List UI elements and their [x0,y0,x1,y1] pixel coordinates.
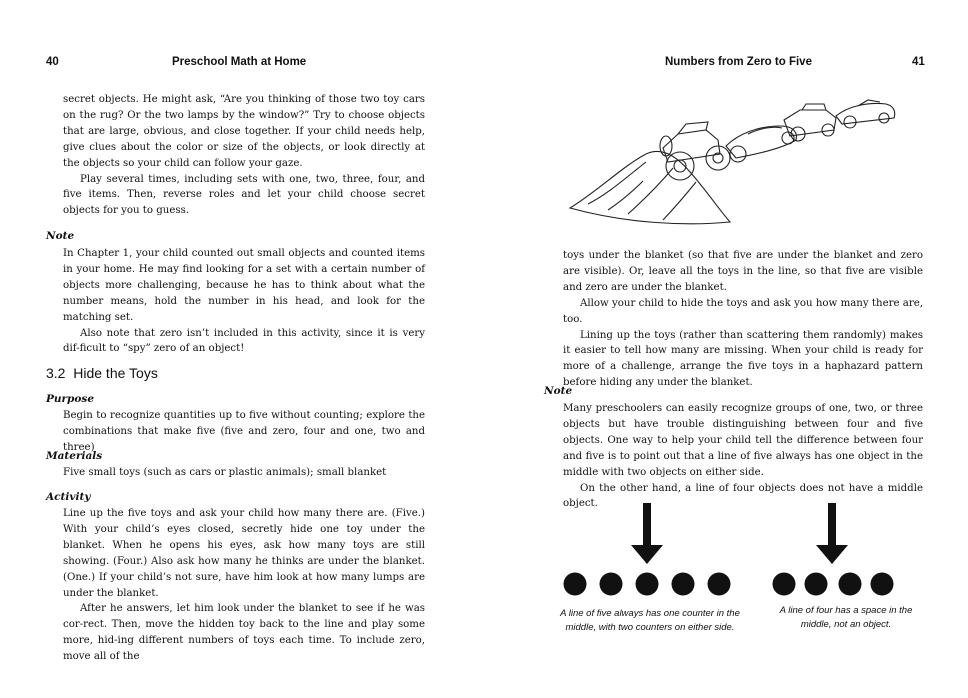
counter-dot [805,573,828,596]
paragraph: Play several times, including sets with one, two, three, four, and five items. Then, reverse roles and let your child choose secret objects for you to guess. [63,173,425,217]
materials-label: Materials [46,450,103,462]
counter-dot [636,573,659,596]
note-label-right: Note [544,385,573,397]
counter-dot [672,573,695,596]
paragraph: After he answers, let him look under the blanket to see if he was cor-rect. Then, move the hidden toy back to the line and play some more, hid-ing different numbers of toys each time. To include zero, move all of the [63,603,425,663]
jeep-drawing [784,104,836,141]
sports-car-drawing [836,100,895,128]
toy-cars-blanket-illustration [568,96,928,236]
paragraph: Allow your child to hide the toys and ask you how many there are, too. [563,297,923,325]
purpose-label: Purpose [46,393,94,405]
materials-text: Five small toys (such as cars or plastic animals); small blanket [63,467,387,478]
section-title: Hide the Toys [73,365,158,381]
caption-line-of-four: A line of four has a space in the middle, not an object. [779,605,913,630]
figure-line-of-four [770,500,900,602]
note-label: Note [46,230,75,242]
running-head-left: Preschool Math at Home [172,56,307,68]
blanket-drawing [570,151,730,223]
counter-dot [564,573,587,596]
paragraph: On the other hand, a line of four objects does not have a middle object. [563,482,923,510]
caption-line-of-five: A line of five always has one counter in the middle, with two counters on either side. [560,608,740,633]
activity-text [63,506,425,665]
paragraph: Many preschoolers can easily recognize groups of one, two, or three objects but have trouble distinguishing between four and five objects. One way to help your child tell the difference between four and five is to point out that a line of five always has one object in the middle with two objects on either side. [563,403,923,478]
paragraph: Also note that zero isn’t included in this activity, since it is very dif-ficult to “spy” zero of an object! [63,327,425,355]
page-number-left: 40 [46,56,59,68]
continuation-text-left [63,92,425,219]
figure-line-of-five [562,500,737,602]
counter-dot [871,573,894,596]
paragraph: toys under the blanket (so that five are under the blanket and zero are visible). Or, leave all the toys in the line, so that five are visible and zero are under the blanket. [563,250,923,293]
section-heading [46,365,158,381]
page-number-right: 41 [912,56,925,68]
paragraph: Lining up the toys (rather than scattering them randomly) makes it easier to tell how many are missing. When your child is ready for more of a challenge, arrange the five toys in a haphazard pattern before hiding any under the blanket. [563,329,923,389]
counter-dot [773,573,796,596]
running-head-right: Numbers from Zero to Five [665,56,812,68]
purpose-text: Begin to recognize quantities up to five without counting; explore the combinations that make five (five and zero, four and one, two and three) [63,410,425,453]
activity-label: Activity [46,491,91,503]
note-text-right [563,401,923,512]
right-page [484,0,968,698]
section-number: 3.2 [46,365,66,381]
continuation-text-right [563,248,923,391]
counter-dot [600,573,623,596]
paragraph: Line up the five toys and ask your child how many there are. (Five.) With your child’s eyes closed, secretly hide one toy under the blanket. When he opens his eyes, ask how many toys are still showing. (Four.) Also ask how many he thinks are under the blanket. (One.) If your child’s not sure, have him look at how many lumps are under the blanket. [63,508,425,599]
counter-dot [708,573,731,596]
paragraph: secret objects. He might ask, “Are you thinking of those two toy cars on the rug? Or the two lamps by the window?” Try to choose objects that are large, obvious, and close together. If your child needs help, give clues about the color or size of the objects, or look directly at the objects so your child can follow your gaze. [63,94,425,169]
counter-dot [839,573,862,596]
race-car-drawing [726,126,796,162]
note-text-left [63,246,425,357]
arrow-down-icon [631,503,663,564]
arrow-down-icon [816,503,848,564]
paragraph: In Chapter 1, your child counted out small objects and counted items in your home. He may find looking for a set with a certain number of objects more challenging, because he has to think about what the number means, hold the number in his head, and look for the matching set. [63,248,425,323]
